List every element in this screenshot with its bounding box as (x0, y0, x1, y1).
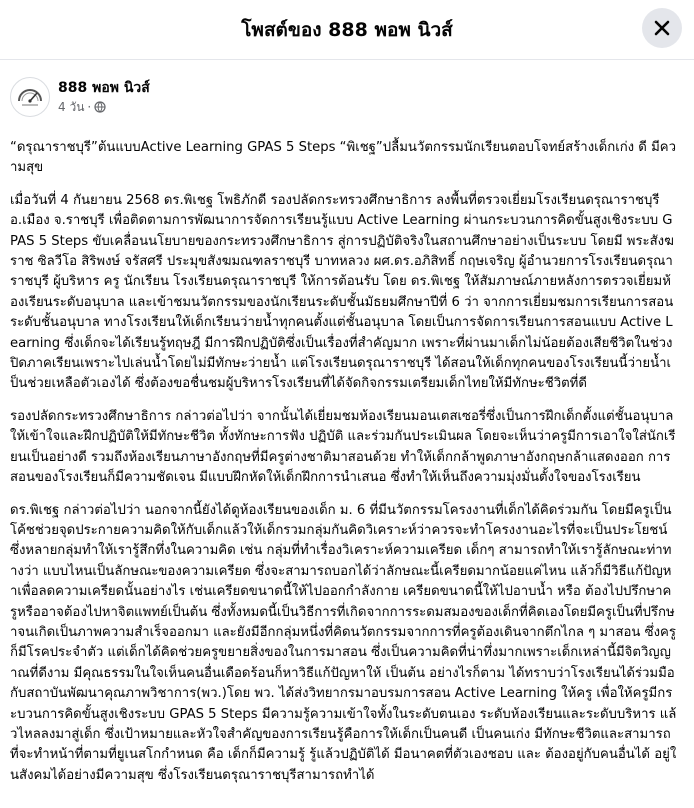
post-meta (58, 99, 150, 115)
post-paragraph: เมื่อวันที่ 4 กันยายน 2568 ดร.พิเชฐ โพธิภักดี รองปลัดกระทรวงศึกษาธิการ ลงพื้นที่ตรวจเยี่ยมโรงเรียนดรุณาราชบุรี อ.เมือง จ.ราชบุรี เพื่อติดตามการพัฒนาการจัดการเรียนรู้แบบ Active Learning ผ่านกระบวนการคิดขั้นสูงเชิงระบบ GPAS 5 Steps ขับเคลื่อนนโยบายของกระทรวงศึกษาธิการ สู่การปฏิบัติจริงในสถานศึกษาอย่างเป็นระบบ โดยมี พระสังฆราช ซิลวีโอ สิริพงษ์ จรัสศรี ประมุขสังฆมณฑลราชบุรี บาทหลวง ผศ.ดร.อภิสิทธิ์ กฤษเจริญ ผู้อำนวยการโรงเรียนดรุณาราชบุรี ผู้บริหาร ครู นักเรียน โรงเรียนดรุณาราชบุรี ให้การต้อนรับ โดย ดร.พิเชฐ ให้สัมภาษณ์ภายหลังการตรวจเยี่ยมห้องเรียนระดับอนุบาล และเข้าชมนวัตกรรมของนักเรียนระดับชั้นมัธยมศึกษาปีที่ 6 ว่า จากการเยี่ยมชมการเรียนการสอนระดับชั้นอนุบาล ทางโรงเรียนให้เด็กเรียนว่ายน้ำทุกคนตั้งแต่ชั้นอนุบาล โดยเป็นการจัดการเรียนการสอนแบบ Active Learning ซึ่งเด็กจะได้เรียนรู้ทฤษฎี มีการฝึกปฏิบัติซึ่งเป็นเรื่องที่สำคัญมาก เพราะที่ผ่านมาเด็กไม่น้อยต้องเสียชีวิตในช่วงปิดภาคเรียนเพราะไปเล่นน้ำโดยไม่มีทักษะว่ายน้ำ แต่โรงเรียนดรุณาราชบุรี ได้สอนให้เด็กทุกคนของโรงเรียนนี้ว่ายน้ำเป็นช่วยเหลือตัวเองได้ ซึ่งต้องขอชื่นชมผู้บริหารโรงเรียนที่ได้จัดกิจกรรมเตรียมเด็กไทยให้มีทักษะชีวิตที่ดี (10, 192, 674, 392)
author-name[interactable]: 888 พอพ นิวส์ (58, 80, 150, 96)
post-time[interactable]: 4 วัน (58, 100, 85, 114)
post-body (10, 138, 678, 786)
author-block (58, 79, 150, 115)
post-paragraph: ดร.พิเชฐ กล่าวต่อไปว่า นอกจากนี้ยังได้ดูห้องเรียนของเด็ก ม. 6 ที่มีนวัตกรรมโครงงานที่เด็กได้คิดร่วมกัน โดยมีครูเป็นโค้ชช่วยจุดประกายความคิดให้กับเด็กแล้วให้เด็กรวมกลุ่มกันคิดวิเคราะห์ว่าควรจะทำโครงงานอะไรที่จะเป็นประโยชน์ ซึ่งหลายกลุ่มทำให้เรารู้สึกทึ่งในความคิด เช่น กลุ่มที่ทำเรื่องวิเคราะห์ความเครียด เด็กๆ สามารถทำให้เรารู้ลักษณะท่าทางว่า แบบไหนเป็นลักษณะของความเครียด ซึ่งจะสามารถบอกได้ว่าลักษณะนี้เครียดมากน้อยแค่ไหน แล้วก็มีวิธีแก้ปัญหาเพื่อลดความเครียดนั้นอย่างไร เช่นเครียดขนาดนี้ให้ไปออกกำลังกาย เครียดขนาดนี้ให้ไปอาบน้ำ หรือ ต้องไปปรึกษาครูหรืออาจต้องไปหาจิตแพทย์เป็นต้น ซึ่งทั้งหมดนี้เป็นวิธีการที่เกิดจากการระดมสมองของเด็กที่คิดเองโดยมีครูเป็นที่ปรึกษาจนเกิดเป็นภาพความสำเร็จออกมา และยังมีอีกกลุ่มหนึ่งที่คิดนวัตกรรมจากการที่ครูต้องเดินจากตึกไกล ๆ มาสอน ซึ่งครูก็มีโรคประจำตัว แต่เด็กได้คิดช่วยครูขยายสิ่งของในการมาสอน ซึ่งเป็นความคิดที่น่าทึ่งมากเพราะเด็กเหล่านี้มีจิตวิญญาณที่ดีงาม มีคุณธรรมในใจเห็นคนอื่นเดือดร้อนก็หาวิธีแก้ปัญหาให้ เป็นต้น อย่างไรก็ตาม ได้ทราบว่าโรงเรียนได้ร่วมมือกับสถาบันพัฒนาคุณภาพวิชาการ(พว.)โดย พว. ได้ส่งวิทยากรมาอบรมการสอน Active Learning ให้ครู เพื่อให้ครูมีกระบวนการคิดขั้นสูงเชิงระบบ GPAS 5 Steps มีความรู้ความเข้าใจทั้งในระดับตนเอง ระดับห้องเรียนและระดับบริหาร แล้วไหลลงมาสู่เด็ก ซึ่งเป้าหมายและหัวใจสำคัญของการเรียนรู้คือการให้เด็กเป็นคนดี เป็นคนเก่ง มีทักษะชีวิตและสามารถที่จะทำหน้าที่ตามที่ยูเนสโกกำหนด คือ เด็กก็มีความรู้ รู้แล้วปฏิบัติได้ มีอนาคตที่ตัวเองชอบ และ ต้องอยู่กับคนอื่นได้ อยู่ในสังคมได้อย่างมีความสุข ซึ่งโรงเรียนดรุณาราชบุรีสามารถทำได้ (10, 502, 677, 783)
post-content (0, 60, 694, 786)
page-logo-icon (13, 80, 47, 114)
post-headline: “ดรุณาราชบุรี”ต้นแบบActive Learning GPAS 5 Steps “พิเชฐ”ปลื้มนวัตกรรมนักเรียนตอบโจทย์สร้างเด็กเก่ง ดี มีความสุข (10, 140, 676, 176)
meta-separator: · (87, 100, 92, 114)
post-paragraph: รองปลัดกระทรวงศึกษาธิการ กล่าวต่อไปว่า จากนั้นได้เยี่ยมชมห้องเรียนมอนเตสเซอรี่ซึ่งเป็นการฝึกเด็กตั้งแต่ชั้นอนุบาลให้เข้าใจและฝึกปฏิบัติให้มีทักษะชีวิต ทั้งทักษะการฟัง ปฏิบัติ และร่วมกันประเมินผล โดยจะเห็นว่าครูมีการเอาใจใส่นักเรียนเป็นอย่างดี รวมถึงห้องเรียนภาษาอังกฤษที่มีครูต่างชาติมาสอนด้วย ทำให้เด็กกล้าพูดภาษาอังกฤษกล้าแสดงออก การสอนของโรงเรียนก็มีความชัดเจน มีแบบฝึกหัดให้เด็กฝึกการนำเสนอ ซึ่งทำให้เห็นถึงความมุ่งมั่นตั้งใจของโรงเรียน (10, 408, 676, 486)
modal-title: โพสต์ของ 888 พอพ นิวส์ (241, 18, 453, 41)
post-header (10, 74, 678, 120)
close-icon (653, 19, 671, 37)
modal-header (0, 0, 694, 60)
globe-icon (94, 101, 106, 113)
close-button[interactable] (642, 8, 682, 48)
avatar[interactable] (10, 77, 50, 117)
